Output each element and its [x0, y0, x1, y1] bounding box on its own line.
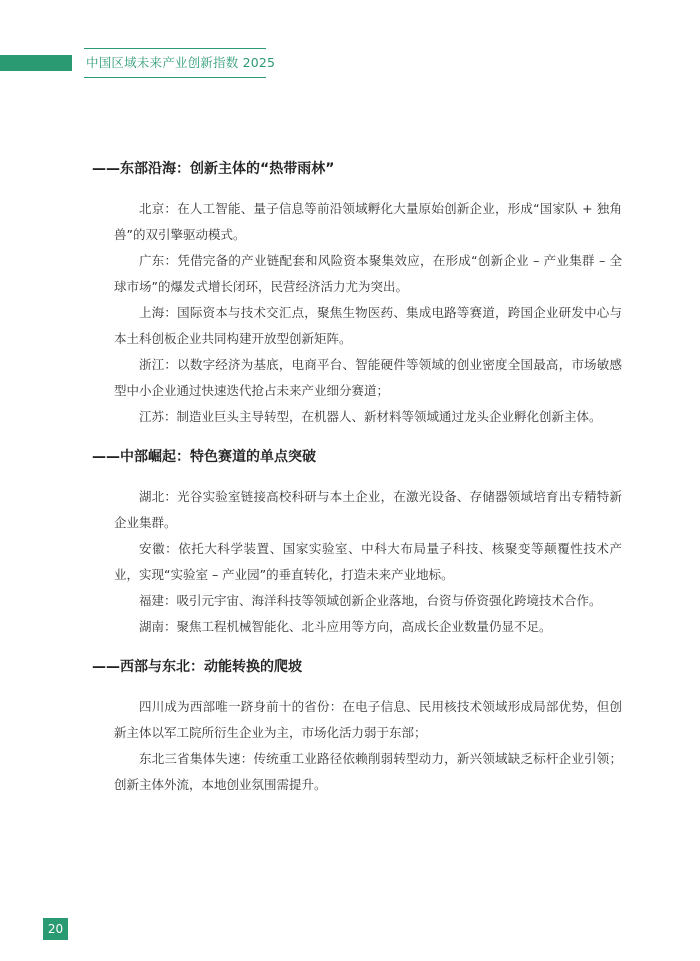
header-rule-bottom — [84, 77, 266, 78]
paragraph-hubei: 湖北：光谷实验室链接高校科研与本土企业，在激光设备、存储器领域培育出专精特新企业集群。 — [114, 489, 622, 530]
section-east-coast — [92, 158, 622, 430]
running-header-title: 中国区域未来产业创新指数 2025 — [86, 55, 276, 70]
paragraph-guangdong: 广东：凭借完备的产业链配套和风险资本聚集效应，在形成“创新企业 – 产业集群 – 全球市场”的爆发式增长闭环，民营经济活力尤为突出。 — [114, 253, 622, 294]
paragraph-fujian: 福建：吸引元宇宙、海洋科技等领域创新企业落地，台资与侨资强化跨境技术合作。 — [139, 593, 602, 608]
section-heading: ——西部与东北：动能转换的爬坡 — [92, 659, 302, 675]
section-west-northeast — [92, 656, 622, 798]
paragraph-northeast: 东北三省集体失速：传统重工业路径依赖削弱转型动力，新兴领域缺乏标杆企业引领；创新主体外流，本地创业氛围需提升。 — [114, 751, 622, 792]
paragraph-shanghai: 上海：国际资本与技术交汇点，聚焦生物医药、集成电路等赛道，跨国企业研发中心与本土科创板企业共同构建开放型创新矩阵。 — [114, 305, 622, 346]
section-heading: ——中部崛起：特色赛道的单点突破 — [92, 449, 316, 465]
header-rule-top — [84, 48, 266, 49]
paragraph-hunan: 湖南：聚焦工程机械智能化、北斗应用等方向，高成长企业数量仍显不足。 — [139, 619, 552, 634]
paragraph-sichuan: 四川成为西部唯一跻身前十的省份：在电子信息、民用核技术领域形成局部优势，但创新主体以军工院所衍生企业为主，市场化活力弱于东部； — [114, 699, 622, 740]
section-central — [92, 446, 622, 640]
paragraph-jiangsu: 江苏：制造业巨头主导转型，在机器人、新材料等领域通过龙头企业孵化创新主体。 — [139, 409, 602, 424]
page-number: 20 — [43, 918, 68, 940]
section-heading: ——东部沿海：创新主体的“热带雨林” — [92, 161, 335, 177]
paragraph-anhui: 安徽：依托大科学装置、国家实验室、中科大布局量子科技、核聚变等颠覆性技术产业，实现“实验室 – 产业园”的垂直转化，打造未来产业地标。 — [114, 541, 622, 582]
header-accent-bar — [0, 55, 72, 71]
paragraph-beijing: 北京：在人工智能、量子信息等前沿领域孵化大量原始创新企业，形成“国家队 + 独角兽”的双引擎驱动模式。 — [114, 201, 622, 242]
page-content — [92, 158, 622, 798]
paragraph-zhejiang: 浙江：以数字经济为基底，电商平台、智能硬件等领域的创业密度全国最高，市场敏感型中小企业通过快速迭代抢占未来产业细分赛道； — [114, 357, 622, 398]
